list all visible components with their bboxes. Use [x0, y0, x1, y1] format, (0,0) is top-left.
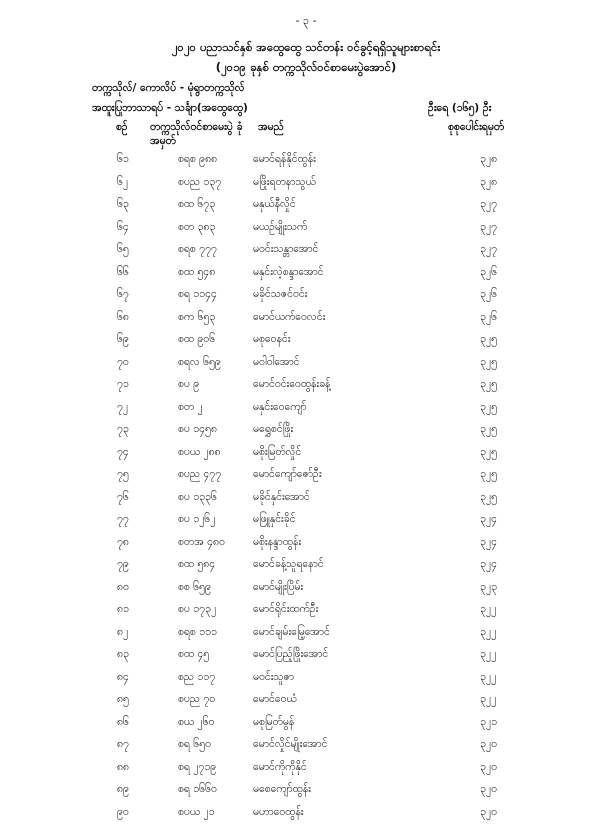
page-number: - ၃ - — [0, 14, 612, 30]
table-row — [0, 423, 612, 446]
roll-number: စက ၆၅၃ — [178, 311, 215, 326]
row-number: ၆၁ — [117, 153, 129, 168]
total-marks: ၃၂၀ — [480, 761, 497, 776]
roll-number: စယ ၂၆၀ — [178, 716, 214, 731]
roll-number: စတ ၃၈၃ — [178, 221, 215, 236]
roll-number: စရလ ၆၅၉ — [178, 356, 221, 371]
table-row — [0, 693, 612, 716]
column-header-marks: စုစုပေါင်းရမှတ် — [448, 120, 504, 134]
table-row — [0, 716, 612, 739]
table-row — [0, 671, 612, 694]
student-name: မစုဝေနင်း — [253, 333, 290, 348]
student-name: မစိုးနန္ဒာထွန်း — [253, 536, 301, 551]
table-row — [0, 198, 612, 221]
total-marks: ၃၂၄ — [480, 513, 497, 528]
table-row — [0, 311, 612, 334]
total-marks: ၃၂၇ — [480, 243, 497, 258]
document-title: ၂၀၂၀ ပညာသင်နှစ် အထွေထွေ သင်တန်း ဝင်ခွင့်ရရှိသူများစာရင်း — [0, 40, 612, 57]
results-table — [0, 153, 612, 828]
row-number: ၆၆ — [117, 266, 129, 281]
total-marks: ၃၂၂ — [480, 626, 496, 641]
roll-number: စရစ ၇၇၇ — [178, 243, 217, 258]
column-header-name: အမည် — [258, 120, 284, 134]
total-marks: ၃၂၆ — [480, 266, 497, 281]
count-label: ဦးရေ (၁၆၅) ဦး — [428, 102, 491, 117]
student-name: မောင်ကျော်ဇော်ဦး — [253, 468, 322, 483]
roll-number: စထ ၅၈၄ — [178, 558, 215, 573]
row-number: ၆၃ — [117, 198, 129, 213]
row-number: ၆၂ — [117, 176, 128, 191]
roll-number: စထ ၅၄၈ — [178, 266, 215, 281]
row-number: ၈၂ — [117, 626, 128, 641]
student-name: မဖြိုးရတနာသွယ် — [253, 176, 316, 191]
row-number: ၈၁ — [117, 603, 129, 618]
total-marks: ၃၂၈ — [480, 176, 497, 191]
student-name: မဝင်းသန္တာအောင် — [253, 243, 318, 258]
table-row — [0, 738, 612, 761]
table-row — [0, 378, 612, 401]
total-marks: ၃၂၅ — [480, 446, 497, 461]
table-row — [0, 491, 612, 514]
roll-number: စထ ၄၅ — [178, 648, 209, 663]
total-marks: ၃၂၅ — [480, 356, 497, 371]
roll-number: စပ ၁၃၃၆ — [178, 491, 217, 506]
student-name: မောင်ယက်ဝေလင်း — [253, 311, 325, 326]
roll-number: စတ ၂ — [178, 401, 203, 416]
table-row — [0, 333, 612, 356]
table-row — [0, 401, 612, 424]
table-row — [0, 783, 612, 806]
column-header-no: စဉ် — [116, 120, 128, 134]
table-row — [0, 603, 612, 626]
roll-number: စရစ ၁၁၁ — [178, 626, 217, 641]
row-number: ၇၀ — [117, 356, 129, 371]
roll-number: စတအ ၄၈၀ — [178, 536, 225, 551]
row-number: ၈၃ — [117, 648, 129, 663]
roll-number: စရ ၁၆၆၀ — [178, 783, 217, 798]
row-number: ၇၉ — [117, 558, 129, 573]
total-marks: ၃၂၆ — [480, 311, 497, 326]
row-number: ၈၇ — [117, 738, 129, 753]
total-marks: ၃၂၈ — [480, 153, 497, 168]
total-marks: ၃၂၂ — [480, 603, 496, 618]
student-name: မောင်ချမ်းမြေ့အောင် — [253, 626, 330, 641]
roll-number: စပ ၁၇၃၂ — [178, 603, 216, 618]
total-marks: ၃၂၁ — [480, 716, 497, 731]
total-marks: ၃၂၂ — [480, 693, 496, 708]
subject-label: အထူးပြုဘာသာရပ် - သင်္ချာ(အထွေထွေ) — [92, 102, 248, 117]
student-name: မောင်ခန့်သူရနောင် — [253, 558, 324, 573]
row-number: ၈၈ — [117, 761, 129, 776]
table-row — [0, 536, 612, 559]
student-name: မောင်ပြည့်ဖြိုးအောင် — [253, 648, 328, 663]
table-row — [0, 221, 612, 244]
table-row — [0, 243, 612, 266]
row-number: ၈၆ — [117, 716, 129, 731]
column-header-roll: တက္ကသိုလ်ဝင်စာမေးပွဲ ခုံအမှတ် — [150, 120, 250, 148]
student-name: မဟာဝေထွန်း — [253, 806, 303, 821]
row-number: ၇၃ — [117, 423, 129, 438]
student-name: မစိုးမြတ်လှိုင် — [253, 446, 301, 461]
roll-number: စပယ ၂၁ — [178, 806, 215, 821]
table-row — [0, 558, 612, 581]
total-marks: ၃၂၅ — [480, 333, 497, 348]
student-name: မောင်ရိုင်းထက်ဦး — [253, 603, 318, 618]
student-name: မခိုင်နှင်းအောင် — [253, 491, 310, 506]
total-marks: ၃၂၄ — [480, 536, 497, 551]
row-number: ၈၅ — [117, 693, 129, 708]
document-subtitle: (၂၀၁၉ ခုနှစ် တက္ကသိုလ်ဝင်စာမေးပွဲအောင်) — [0, 60, 612, 77]
roll-number: စရ ၆၅၀ — [178, 738, 211, 753]
row-number: ၇၆ — [117, 491, 129, 506]
table-row — [0, 761, 612, 784]
row-number: ၆၄ — [117, 221, 129, 236]
total-marks: ၃၂၂ — [480, 648, 496, 663]
row-number: ၇၇ — [117, 513, 129, 528]
total-marks: ၃၂၅ — [480, 401, 497, 416]
student-name: မစုမြတ်မွန် — [253, 716, 294, 731]
roll-number: စပယ ၂၈၈ — [178, 446, 221, 461]
table-row — [0, 176, 612, 199]
student-name: မောင်ရန်နိုင်ထွန်း — [253, 153, 316, 168]
total-marks: ၃၂၇ — [480, 221, 497, 236]
total-marks: ၃၂၄ — [480, 558, 497, 573]
roll-number: စရစ ၉၈၈ — [178, 153, 217, 168]
table-row — [0, 806, 612, 828]
total-marks: ၃၂၂ — [480, 671, 496, 686]
student-name: မရွှေစင်ဖြိုး — [253, 423, 293, 438]
row-number: ၈၄ — [117, 671, 129, 686]
total-marks: ၃၂၅ — [480, 423, 497, 438]
student-name: မဖြူနှင်းခိုင် — [253, 513, 295, 528]
student-name: မနှယ်နီလှိုင် — [253, 198, 296, 213]
row-number: ၈၀ — [117, 581, 129, 596]
student-name: မဝင်းသူဇာ — [253, 671, 294, 686]
roll-number: စပည ၁၃၇ — [178, 176, 221, 191]
total-marks: ၃၂၆ — [480, 288, 497, 303]
table-row — [0, 446, 612, 469]
table-row — [0, 581, 612, 604]
table-row — [0, 513, 612, 536]
student-name: မနှင်းဝေကျော် — [253, 401, 306, 416]
student-name: မခိုင်သဇင်ဝင်း — [253, 288, 307, 303]
university-label: တက္ကသိုလ်/ ကောလိပ် - မုံရွာတက္ကသိုလ် — [92, 82, 245, 97]
student-name: မယဉ်မျိုးသက် — [253, 221, 307, 236]
total-marks: ၃၂၀ — [480, 738, 497, 753]
roll-number: စပ ၁၂၆၂ — [178, 513, 215, 528]
total-marks: ၃၂၇ — [480, 198, 497, 213]
table-row — [0, 356, 612, 379]
table-row — [0, 468, 612, 491]
total-marks: ၃၂၅ — [480, 378, 497, 393]
row-number: ၆၈ — [117, 311, 129, 326]
roll-number: စပ ၁၄၅၈ — [178, 423, 217, 438]
total-marks: ၃၂၀ — [480, 783, 497, 798]
total-marks: ၃၂၅ — [480, 468, 497, 483]
roll-number: စထ ၉၀၆ — [178, 333, 215, 348]
student-name: မောင်ကိုကိုနိုင် — [253, 761, 307, 776]
student-name: မစေကျော်ထွန်း — [253, 783, 311, 798]
roll-number: စပည ၇၀ — [178, 693, 215, 708]
total-marks: ၃၂၃ — [480, 581, 497, 596]
row-number: ၇၈ — [117, 536, 129, 551]
roll-number: စည ၁၁၇ — [178, 671, 215, 686]
roll-number: စပ ၉ — [178, 378, 199, 393]
row-number: ၈၉ — [117, 783, 129, 798]
table-row — [0, 153, 612, 176]
row-number: ၇၁ — [117, 378, 129, 393]
row-number: ၆၇ — [117, 288, 129, 303]
student-name: မောင်ဝင်းဝေထွန်းခန့် — [253, 378, 330, 393]
roll-number: စရ ၁၁၄၄ — [178, 288, 217, 303]
row-number: ၇၄ — [117, 446, 129, 461]
table-row — [0, 626, 612, 649]
student-name: မောင်ဝေယံ — [253, 693, 297, 708]
row-number: ၉၀ — [117, 806, 129, 821]
row-number: ၇၂ — [117, 401, 128, 416]
table-row — [0, 648, 612, 671]
row-number: ၆၅ — [117, 243, 129, 258]
student-name: မောင်မျိုးပြိမ်း — [253, 581, 303, 596]
student-name: မောင်လှိုင်မျိုးအောင် — [253, 738, 327, 753]
row-number: ၇၅ — [117, 468, 129, 483]
roll-number: စစ ၆၅၉ — [178, 581, 211, 596]
row-number: ၆၉ — [117, 333, 129, 348]
student-name: မနှင်းလဲ့စန္ဒာအောင် — [253, 266, 323, 281]
roll-number: စထ ၆၇၃ — [178, 198, 215, 213]
total-marks: ၃၂၅ — [480, 491, 497, 506]
roll-number: စရ ၂၇၁၉ — [178, 761, 216, 776]
table-row — [0, 266, 612, 289]
student-name: မဝါဝါအောင် — [253, 356, 300, 371]
total-marks: ၃၂၀ — [480, 806, 497, 821]
table-row — [0, 288, 612, 311]
roll-number: စပည ၄၇၇ — [178, 468, 221, 483]
